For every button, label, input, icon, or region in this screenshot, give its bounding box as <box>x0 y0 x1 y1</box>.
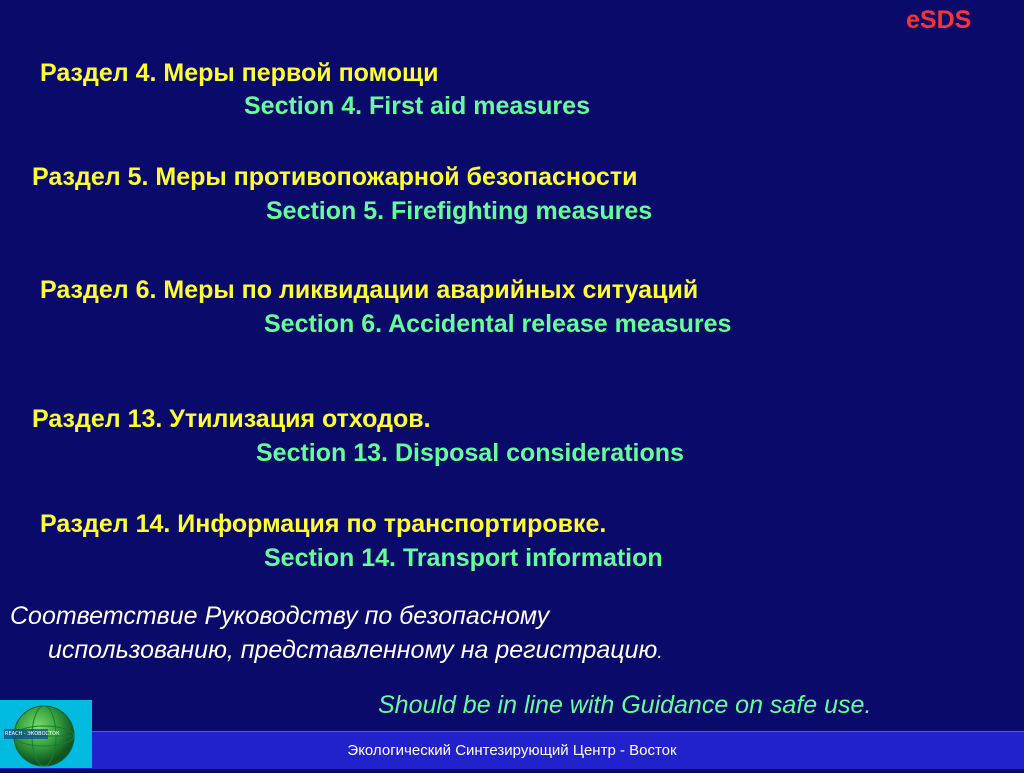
section-13-ru: Раздел 13. Утилизация отходов. <box>32 405 431 433</box>
note-ru-period: . <box>657 641 663 663</box>
note-ru-line1: Соответствие Руководству по безопасному <box>10 602 550 630</box>
logo-text: REACH - ЭКОВОСТОК <box>5 731 60 737</box>
brand-label: eSDS <box>906 6 972 34</box>
section-4-ru: Раздел 4. Меры первой помощи <box>40 59 439 87</box>
note-ru-line2 <box>48 636 663 665</box>
section-13-en: Section 13. Disposal considerations <box>256 439 684 467</box>
footer-text: Экологический Синтезирующий Центр - Восток <box>347 742 677 759</box>
section-6-ru: Раздел 6. Меры по ликвидации аварийных ситуаций <box>40 276 699 304</box>
note-en: Should be in line with Guidance on safe use. <box>378 691 872 719</box>
section-5-en: Section 5. Firefighting measures <box>266 197 653 225</box>
section-4-en: Section 4. First aid measures <box>244 92 590 120</box>
section-5-ru: Раздел 5. Меры противопожарной безопасности <box>32 163 638 191</box>
section-6-en: Section 6. Accidental release measures <box>264 310 732 338</box>
section-14-ru: Раздел 14. Информация по транспортировке. <box>40 510 607 538</box>
note-ru-line2-text: использованию, представленному на регистрацию <box>48 636 658 664</box>
section-14-en: Section 14. Transport information <box>264 544 663 572</box>
